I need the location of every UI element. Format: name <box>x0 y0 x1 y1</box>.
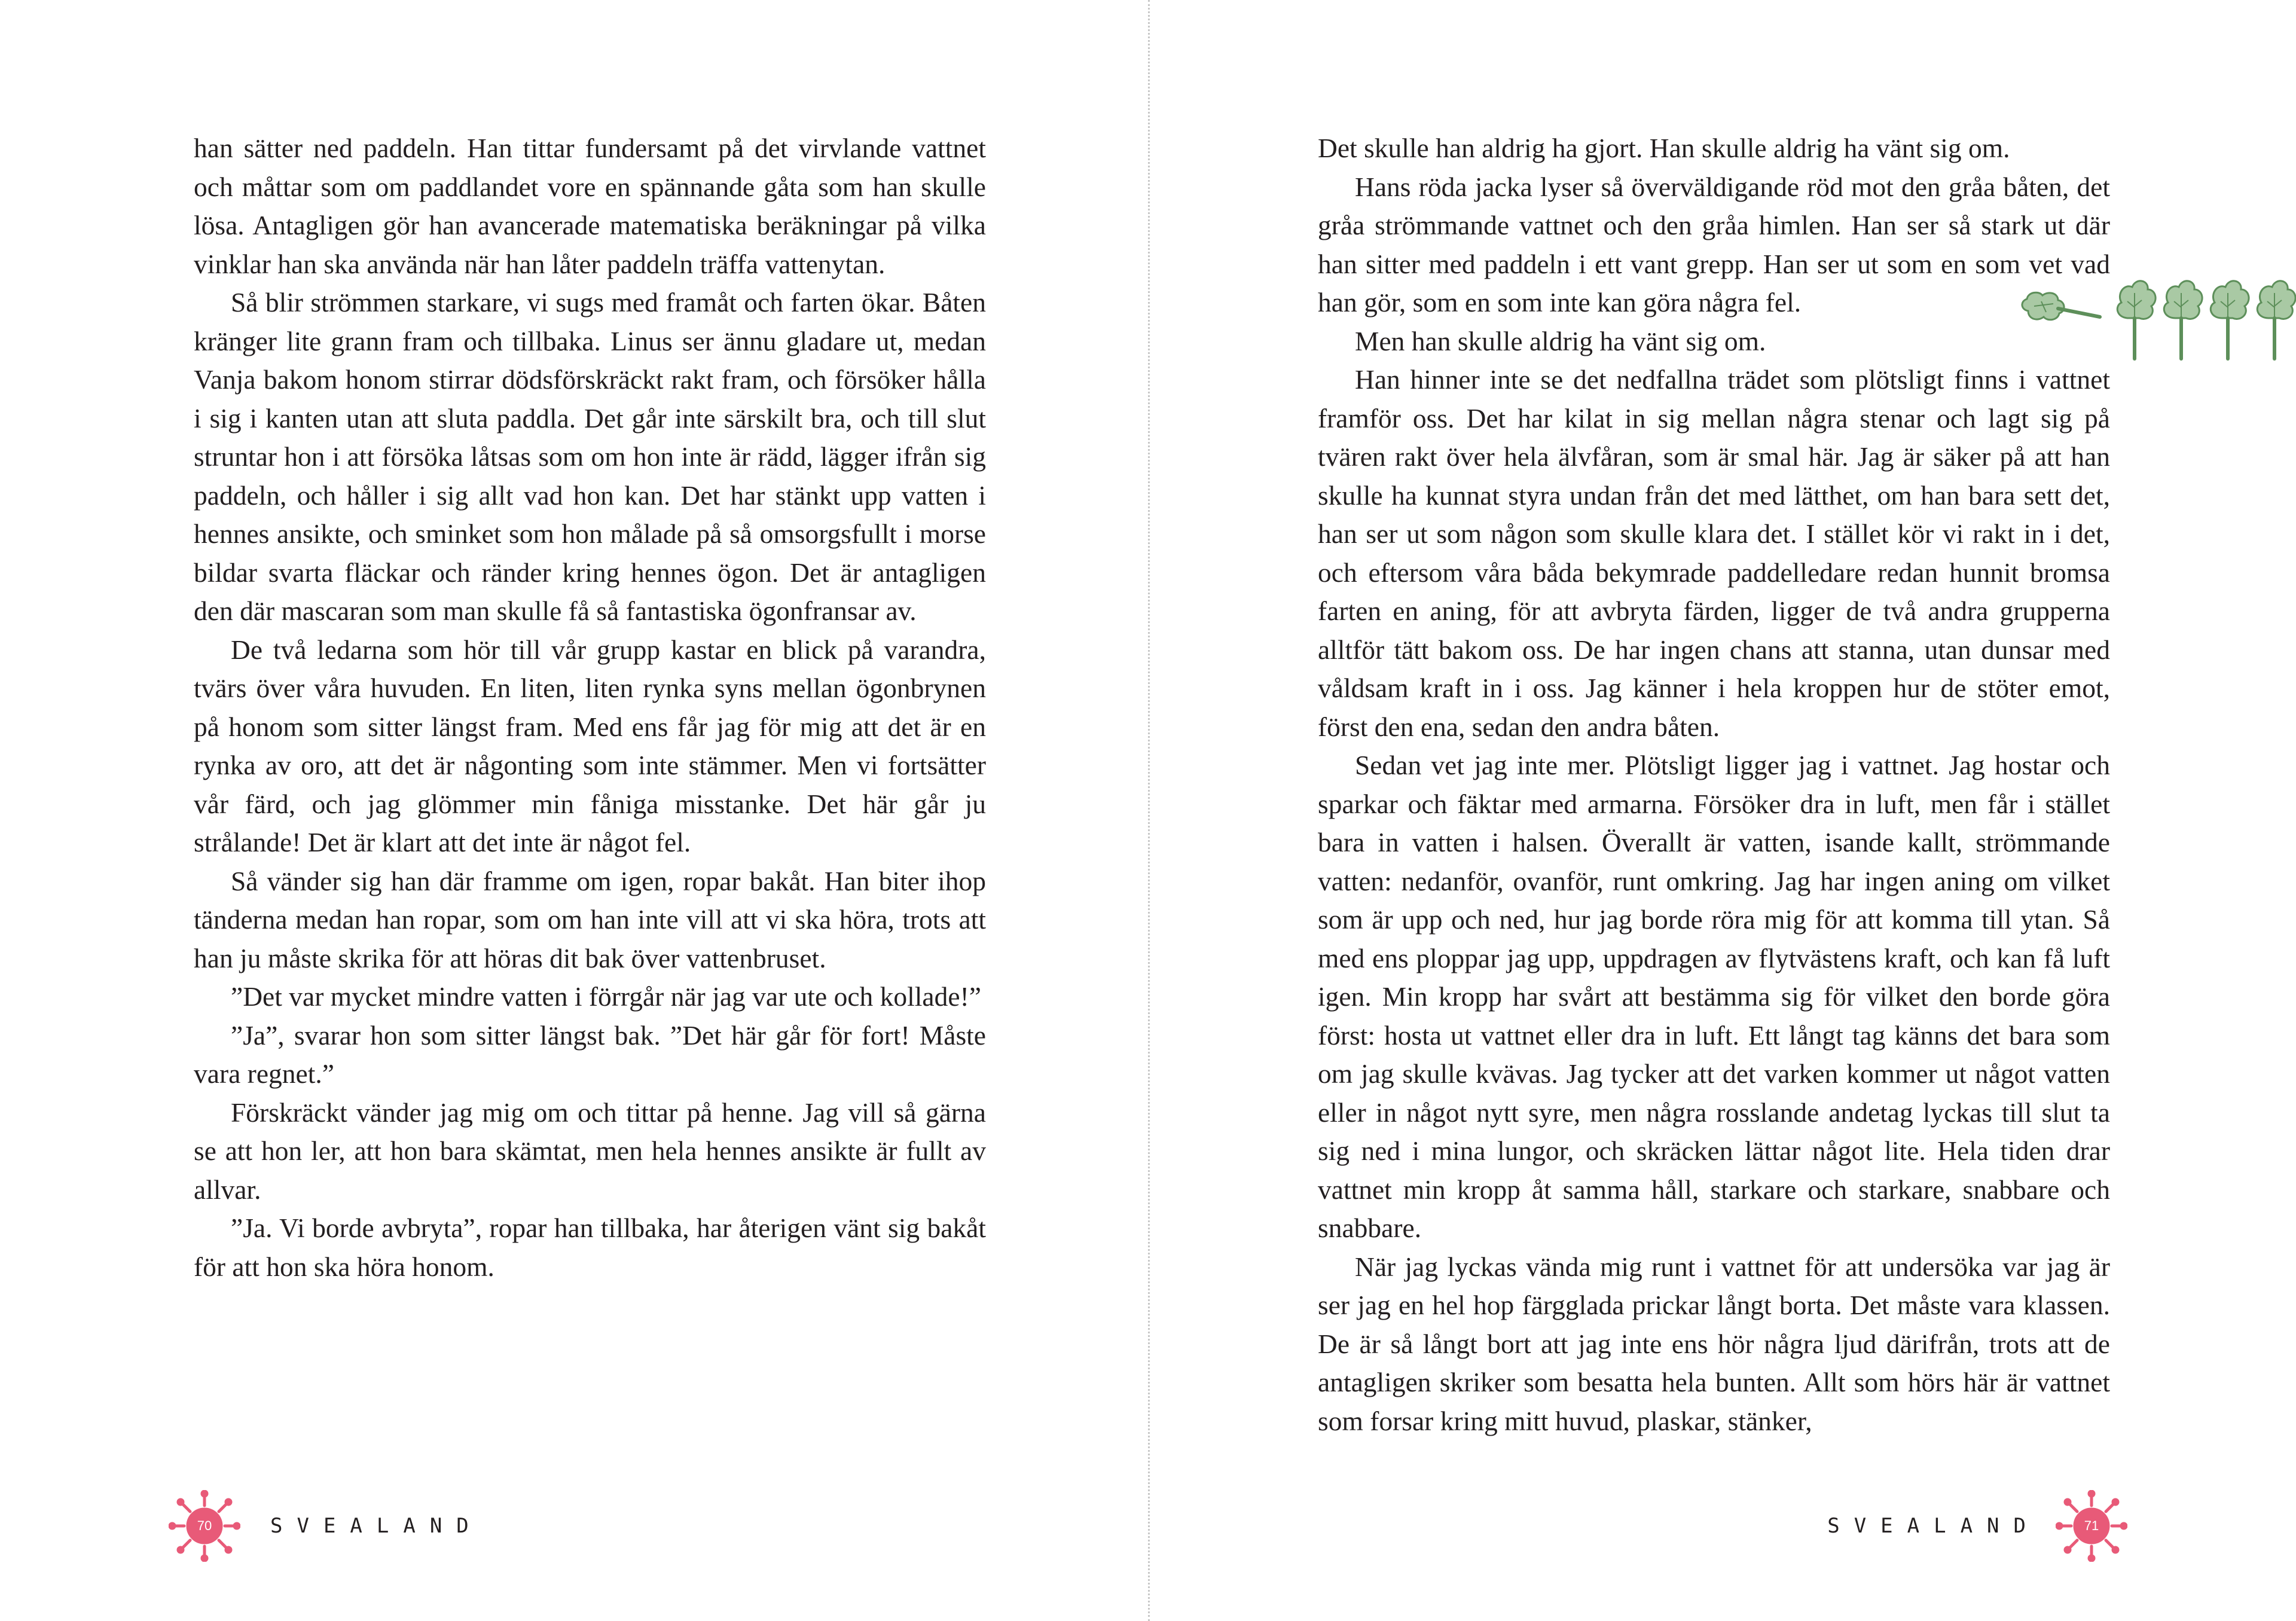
right-page-text <box>1318 129 2110 1440</box>
running-footer: SVEALAND <box>270 1514 483 1538</box>
running-footer: SVEALAND <box>1827 1514 2040 1538</box>
right-page <box>1148 0 2296 1621</box>
standing-tree-icon <box>2117 281 2155 359</box>
standing-tree-icon <box>2164 281 2202 359</box>
paragraph: Det skulle han aldrig ha gjort. Han skulle aldrig ha vänt sig om. <box>1318 133 2010 163</box>
fallen-tree-icon <box>2022 292 2100 320</box>
paragraph: De två ledarna som hör till vår grupp kastar en blick på varandra, tvärs över våra huvuden. En liten, liten rynka syns mellan ögonbrynen på honom som sitter längst fram. Med ens får jag för mig att det är en rynka av oro, att det är någonting som inte stämmer. Men vi fortsätter vår färd, och jag glömmer min fåniga misstanke. Det här går ju strålande! Det är klart att det inte är något fel. <box>194 634 986 857</box>
paragraph: ”Ja. Vi borde avbryta”, ropar han tillbaka, har återigen vänt sig bakåt för att hon ska höra honom. <box>194 1213 986 1282</box>
page-number: 71 <box>2084 1518 2099 1533</box>
standing-tree-icon <box>2257 281 2295 359</box>
left-page-text <box>194 129 986 1286</box>
paragraph: Han hinner inte se det nedfallna trädet som plötsligt finns i vattnet framför oss. Det har kilat in sig mellan några stenar och lagt sig på tvären rakt över hela älvfåran, som är smal här. Jag är säker på att han skulle ha kunnat styra undan från det med lätthet, om han bara sett det, han ser ut som någon som skulle klara det. I stället kör vi rakt in i det, och eftersom våra båda bekymrade paddelledare redan hunnit bromsa farten en aning, för att avbryta färden, ligger de två andra grupperna alltför tätt bakom oss. De har ingen chans att stanna, utan dunsar med våldsam kraft in i oss. Jag känner i hela kroppen hur de stöter emot, först den ena, sedan den andra båten. <box>1318 364 2110 742</box>
sun-badge-icon <box>169 1490 240 1562</box>
paragraph: Förskräckt vänder jag mig om och tittar på henne. Jag vill så gärna se att hon ler, att hon bara skämtat, men hela hennes ansikte är fullt av allvar. <box>194 1097 986 1205</box>
paragraph: Sedan vet jag inte mer. Plötsligt ligger jag i vattnet. Jag hostar och sparkar och fäktar med armarna. Försöker dra in luft, men får i stället bara in vatten i halsen. Överallt är vatten, isande kallt, strömmande vatten: nedanför, ovanför, runt omkring. Jag har ingen aning om vilket som är upp och ned, hur jag borde röra mig för att komma till ytan. Så med ens ploppar jag upp, uppdragen av flytvästens kraft, och kan få luft igen. Min kropp har svårt att bestämma sig för vilket den borde göra först: hosta ut vattnet eller dra in luft. Ett långt tag känns det bara som om jag skulle kvävas. Jag tycker att det varken kommer ut något vatten eller in något nytt syre, men några rosslande andetag lyckas till slut ta sig ned i mina lungor, och skräcken lättar något lite. Hela tiden drar vattnet min kropp åt samma håll, starkare och starkare, snabbare och snabbare. <box>1318 750 2110 1243</box>
paragraph: Så blir strömmen starkare, vi sugs med framåt och farten ökar. Båten kränger lite grann fram och tillbaka. Linus ser ännu gladare ut, medan Vanja bakom honom stirrar dödsförskräckt rakt fram, och försöker hålla i sig i kanten utan att sluta paddla. Det går inte särskilt bra, och till slut struntar hon i att försöka låtsas som om hon inte är rädd, lägger ifrån sig paddeln, och håller i sig allt vad hon kan. Det har stänkt upp vatten i hennes ansikte, och sminket som hon målade på så omsorgsfullt i morse bildar svarta fläckar och ränder kring hennes ögon. Det är antagligen den där mascaran som man skulle få så fantastiska ögonfransar av. <box>194 287 986 626</box>
standing-tree-icon <box>2210 281 2249 359</box>
paragraph: Hans röda jacka lyser så överväldigande röd mot den gråa båten, det gråa strömmande vattnet och den gråa himlen. Han ser så stark ut där han sitter med paddeln i ett vant grepp. Han ser ut som en som vet vad han gör, som en som inte kan göra några fel. <box>1318 171 2110 318</box>
paragraph: När jag lyckas vända mig runt i vattnet för att undersöka var jag är ser jag en hel hop färgglada prickar långt borta. Det måste vara klassen. De är så långt bort att jag inte ens hör några ljud därifrån, trots att de antagligen skriker som besatta hela bunten. Allt som hörs här är vattnet som forsar kring mitt huvud, plaskar, stänker, <box>1318 1251 2110 1436</box>
trees-illustration <box>2016 275 2296 365</box>
paragraph: Men han skulle aldrig ha vänt sig om. <box>1355 325 1766 356</box>
left-folio <box>169 1490 483 1562</box>
paragraph: ”Det var mycket mindre vatten i förrgår när jag var ute och kollade!” <box>231 981 981 1012</box>
page-number: 70 <box>197 1518 212 1533</box>
sun-badge-icon <box>2056 1490 2127 1562</box>
paragraph: han sätter ned paddeln. Han tittar fundersamt på det virvlande vattnet och måttar som om paddlandet vore en spännande gåta som han skulle lösa. Antagligen gör han avancerade matematiska beräkningar på vilka vinklar han ska använda när han låter paddeln träffa vattenytan. <box>194 133 986 279</box>
paragraph: Så vänder sig han där framme om igen, ropar bakåt. Han biter ihop tänderna medan han ropar, som om han inte vill att vi ska höra, trots att han ju måste skrika för att höras dit bak över vattenbruset. <box>194 865 986 973</box>
right-folio <box>1827 1490 2127 1562</box>
paragraph: ”Ja”, svarar hon som sitter längst bak. ”Det här går för fort! Måste vara regnet.” <box>194 1019 986 1089</box>
